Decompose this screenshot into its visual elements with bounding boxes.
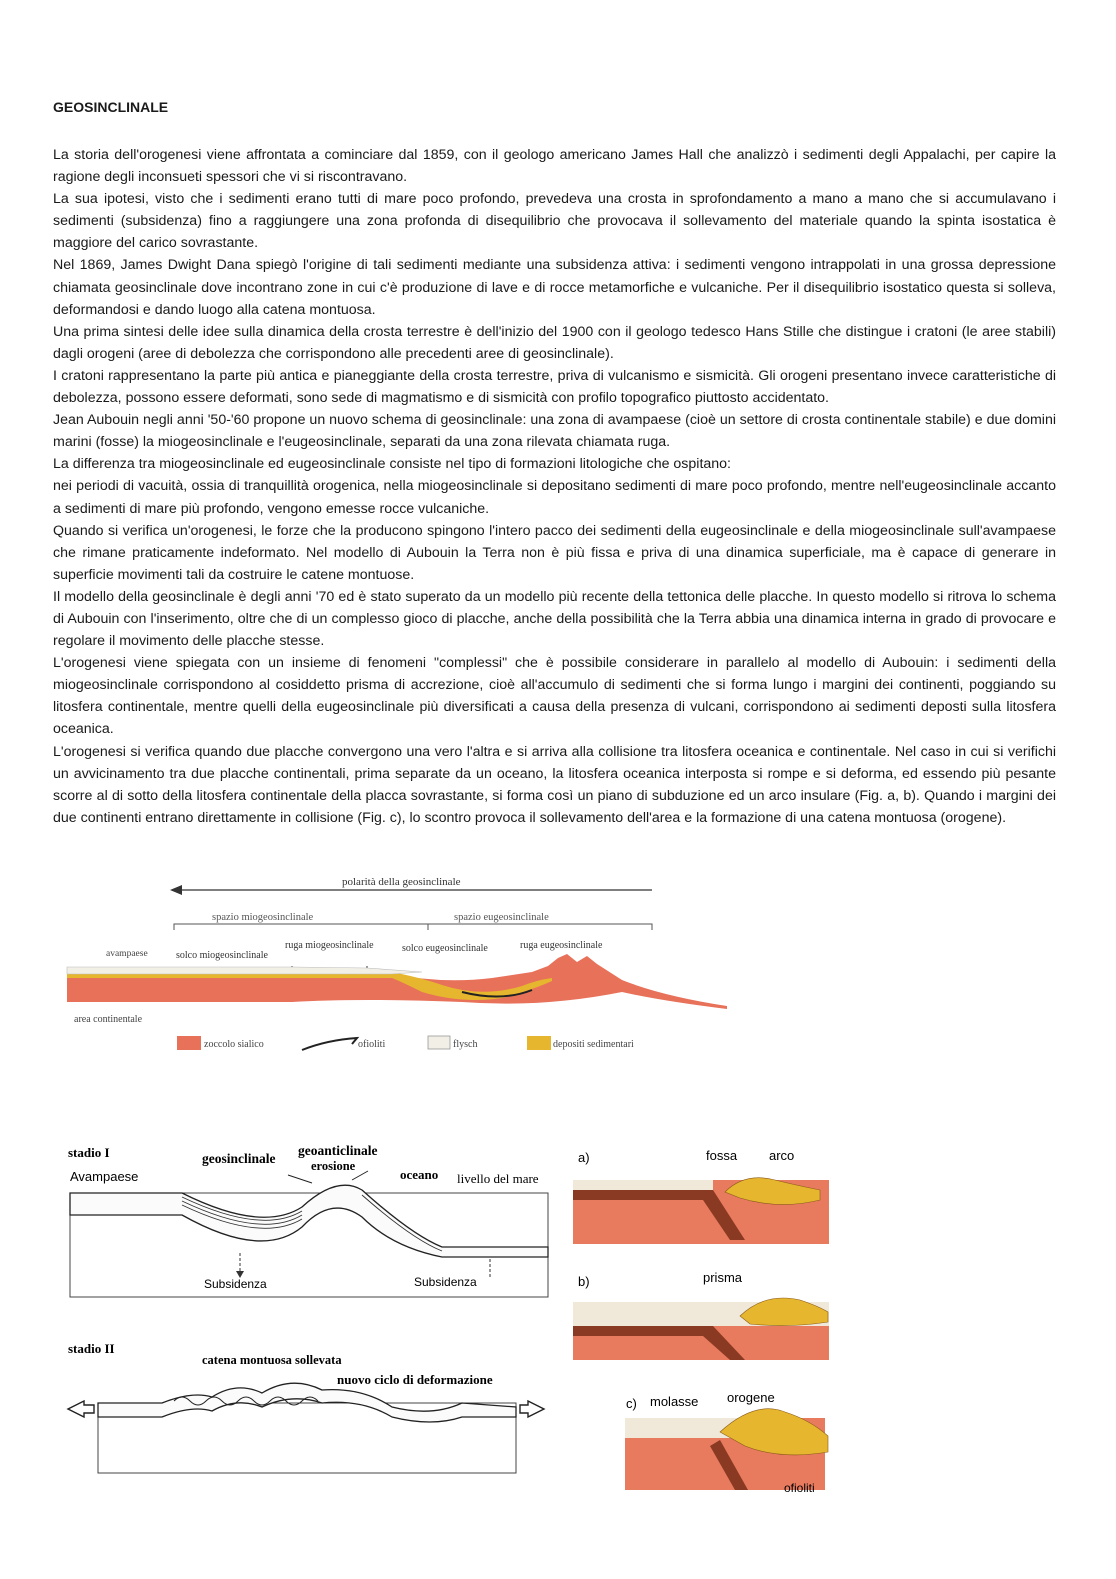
ruga-eu-label: ruga eugeosinclinale: [520, 940, 603, 951]
solco-mio-label: solco miogeosinclinale: [176, 950, 268, 961]
paragraph: nei periodi di vacuità, ossia di tranquillità orogenica, nella miogeosinclinale si depositano sedimenti di mare poco profondo, mentre nell'eugeosinclinale accanto a sedimenti di mare più profondo, vengono emesse rocce vulcaniche.: [53, 478, 1056, 517]
paragraph: L'orogenesi si verifica quando due placche convergono una vero l'altra e si arriva alla collisione tra litosfera oceanica e continentale. Nel caso in cui si verifichi un avvicinamento tra due placche continentali, prima separate da un oceano, la litosfera oceanica interposta si rompe e si deforma, ed essendo più pesante scorre al di sotto della litosfera continentale della placca sovrastante, si forma così un piano di subduzione ed un arco insulare (Fig. a, b). Quando i margini dei due continenti entrano direttamente in collisione (Fig. c), lo scontro provoca il sollevamento dell'area e la formazione di una catena montuosa (orogene).: [53, 743, 1056, 826]
panel-c-label: c): [626, 1396, 637, 1411]
erosione-label: erosione: [311, 1159, 356, 1173]
eu-space-label: spazio eugeosinclinale: [454, 912, 549, 923]
geosinclinale-label: geosinclinale: [202, 1151, 276, 1166]
mio-space-bracket: [174, 924, 428, 930]
catena-label: catena montuosa sollevata: [202, 1353, 342, 1367]
push-arrow-left-icon: [68, 1401, 94, 1417]
legend-sediment-label: depositi sedimentari: [553, 1039, 634, 1050]
avampaese-label: avampaese: [106, 949, 148, 959]
push-arrow-right-icon: [520, 1401, 544, 1417]
paragraph: Nel 1869, James Dwight Dana spiegò l'origine di tali sedimenti mediante una subsidenza attiva: i sedimenti vengono intrappolati in una grossa depressione chiamata geosinclinale dove incontrano zone in cui c'è produzione di lave e di rocce metamorfiche e vulcaniche. Per il disequilibrio isostatico questa si solleva, deformandosi e dando luogo alla catena montuosa.: [53, 257, 1056, 318]
ofioliti-label: ofioliti: [784, 1481, 815, 1495]
panel-a-label: a): [578, 1150, 590, 1165]
paragraph: I cratoni rappresentano la parte più antica e pianeggiante della crosta terrestre, priva di vulcanismo e sismicità. Gli orogeni presentano invece caratteristiche di debolezza, possono essere deformati, sono sede di magmatismo e di sismicità con profilo topografico piuttosto accidentato.: [53, 367, 1056, 407]
stage2-label: stadio II: [68, 1341, 115, 1356]
body-text: [53, 144, 1056, 829]
orogene-label: orogene: [727, 1390, 775, 1405]
subsidenza-label-1: Subsidenza: [204, 1277, 267, 1291]
legend-ophiolite-icon: [302, 1038, 357, 1050]
ruga-mio-label: ruga miogeosinclinale: [285, 940, 374, 951]
paragraph: La storia dell'orogenesi viene affrontata a cominciare dal 1859, con il geologo americano James Hall che analizzò i sedimenti degli Appalachi, per capire la ragione degli inconsueti spessori che vi si riscontravano.: [53, 147, 1056, 186]
paragraph: L'orogenesi viene spiegata con un insieme di fenomeni "complessi" che è possibile considerare in parallelo al modello di Aubouin: i sedimenti della miogeosinclinale corrispondono al cosiddetto prisma di accrezione, cioè all'accumulo di sedimenti che si forma lungo i margini dei continenti, poggiando su litosfera continentale, mentre quelli della eugeosinclinale più diversificati a causa della presenza di vulcani, corrispondono ai sedimenti deposti sulla litosfera oceanica.: [53, 655, 1056, 738]
geoanticlinale-label: geoanticlinale: [298, 1143, 378, 1158]
molasse-label: molasse: [650, 1394, 699, 1409]
sialic-basement: [67, 954, 727, 1009]
legend-swatch-flysch: [428, 1036, 450, 1049]
subduction-panels-figure: [570, 1140, 835, 1500]
paragraph: Quando si verifica un'orogenesi, le forze che la producono spingono l'intero pacco dei sedimenti della eugeosinclinale e della miogeosinclinale sull'avampaese che rimane praticamente indeformato. Nel modello di Aubouin la Terra non è più fissa e priva di una dinamica superficiale, ma è capace di generare in superficie movimenti tali da costruire le catene montuose.: [53, 522, 1056, 583]
paragraph: Una prima sintesi delle idee sulla dinamica della crosta terrestre è dell'inizio del 1900 con il geologo tedesco Hans Stille che distingue i cratoni (le aree stabili) dagli orogeni (aree di debolezza che corrispondono alle precedenti aree di geosinclinale).: [53, 323, 1056, 362]
paragraph: La differenza tra miogeosinclinale ed eugeosinclinale consiste nel tipo di formazioni litologiche che ospitano:: [53, 456, 732, 473]
area-continentale-label: area continentale: [74, 1014, 143, 1025]
livello-label: livello del mare: [457, 1171, 539, 1186]
stage1-label: stadio I: [68, 1145, 110, 1160]
solco-eu-label: solco eugeosinclinale: [402, 943, 488, 954]
panel-b-label: b): [578, 1274, 590, 1289]
stage1-strata: [70, 1185, 548, 1257]
eu-space-bracket: [428, 924, 652, 930]
polarity-arrowhead-icon: [170, 885, 182, 895]
paragraph: La sua ipotesi, visto che i sedimenti erano tutti di mare poco profondo, prevedeva una crosta in sprofondamento a mano a mano che si accumulavano i sedimenti (subsidenza) fino a raggiungere una zona profonda di disequilibrio che provocava il sollevamento del materiale quando la spinta isostatica è maggiore del carico sovrastante.: [53, 191, 1056, 252]
fossa-label: fossa: [706, 1148, 738, 1163]
polarity-label: polarità della geosinclinale: [342, 876, 461, 888]
paragraph: Il modello della geosinclinale è degli anni '70 ed è stato superato da un modello più recente della tettonica delle placche. In questo modello si ritrova lo schema di Aubouin con l'inserimento, oltre che di un complesso gioco di placche, anche della possibilità che la Terra abbia una dinamica interna in grado di provocare e regolare il movimento delle placche stesse.: [53, 588, 1056, 650]
arco-label: arco: [769, 1148, 795, 1163]
legend-ophiolite-label: ofioliti: [358, 1039, 386, 1050]
page-title: GEOSINCLINALE: [53, 99, 169, 115]
legend-swatch-sialic: [177, 1036, 201, 1050]
avampaese-label: Avampaese: [70, 1169, 139, 1184]
geosyncline-section-figure: [62, 868, 742, 1063]
legend-swatch-sediment: [527, 1036, 551, 1050]
legend-flysch-label: flysch: [453, 1039, 478, 1050]
mio-space-label: spazio miogeosinclinale: [212, 912, 314, 923]
legend-sialic-label: zoccolo sialico: [204, 1039, 264, 1050]
subsidenza-label-2: Subsidenza: [414, 1275, 477, 1289]
paragraph: Jean Aubouin negli anni '50-'60 propone un nuovo schema di geosinclinale: una zona di avampaese (cioè un settore di crosta continentale stabile) e due domini marini (fosse) la miogeosinclinale e l'eugeosinclinale, separati da una zona rilevata chiamata ruga.: [53, 412, 1056, 451]
flysch-layer: [67, 967, 422, 974]
nuovo-ciclo-label: nuovo ciclo di deformazione: [337, 1372, 493, 1387]
oceano-label: oceano: [400, 1167, 439, 1182]
prisma-label: prisma: [703, 1270, 743, 1285]
stages-figure: [62, 1135, 562, 1495]
